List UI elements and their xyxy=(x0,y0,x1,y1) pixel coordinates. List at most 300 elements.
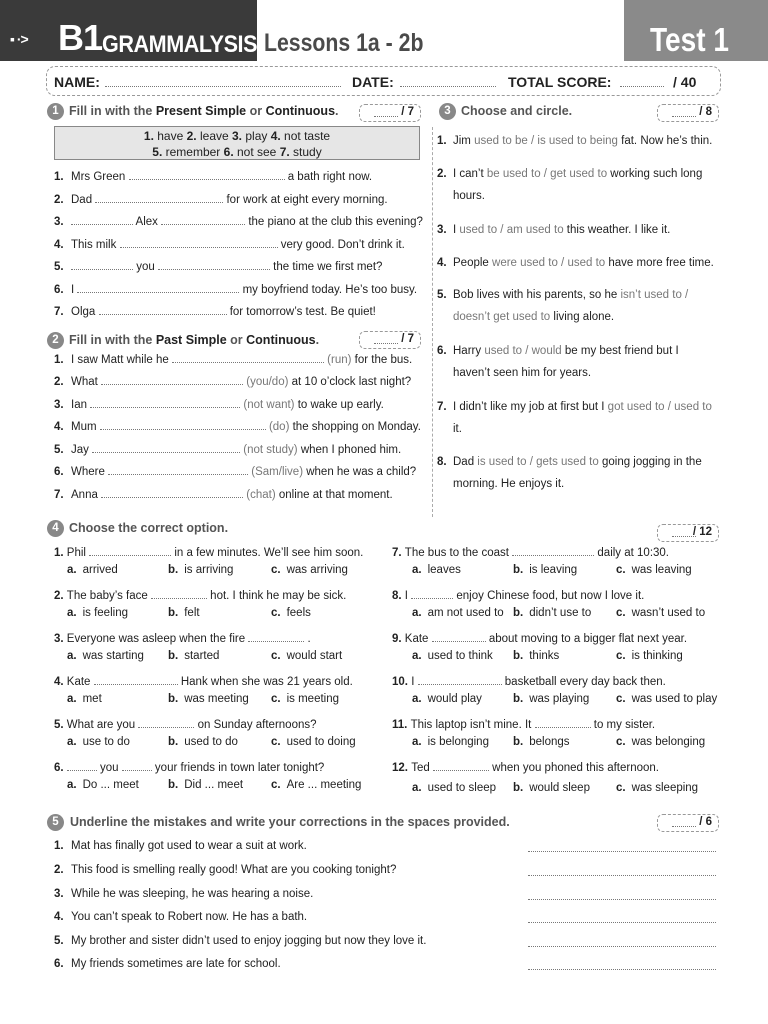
word-number: 3. xyxy=(232,129,243,143)
item-text xyxy=(71,194,388,206)
item-number: 7. xyxy=(54,489,64,501)
answer-option[interactable] xyxy=(168,692,249,706)
text: daily at 10:30. xyxy=(594,547,670,559)
text: fat. Now he’s thin. xyxy=(621,135,713,147)
answer-option[interactable] xyxy=(616,606,705,620)
section-1-number: 1 xyxy=(47,103,64,120)
exercise-5-item xyxy=(54,934,426,948)
answer-blank[interactable] xyxy=(90,399,240,408)
exercise-4-question xyxy=(54,546,363,560)
text: Jim xyxy=(453,135,475,147)
choice-options[interactable]: doesn’t get used to xyxy=(453,311,554,323)
answer-blank[interactable] xyxy=(411,590,453,599)
lessons-title: Lessons 1a - 2b xyxy=(264,29,424,57)
exercise-1-item xyxy=(54,283,426,297)
answer-option[interactable] xyxy=(168,735,238,749)
answer-option[interactable] xyxy=(513,781,590,795)
choice-options[interactable]: used to / would xyxy=(484,345,565,357)
text: Kate xyxy=(404,633,432,645)
item-number: 1. xyxy=(54,840,64,852)
text: morning. He enjoys it. xyxy=(453,478,565,490)
exercise-3-item xyxy=(437,167,702,203)
option-letter: b. xyxy=(513,782,524,794)
item-subject: Dad xyxy=(71,194,96,206)
exercise-4-question xyxy=(54,632,311,646)
item-subject: This milk xyxy=(71,239,120,251)
option-text: was arriving xyxy=(286,564,348,576)
item-number: 11. xyxy=(392,719,411,731)
exercise-4-question xyxy=(392,761,659,775)
answer-option[interactable] xyxy=(271,563,348,577)
answer-blank[interactable] xyxy=(158,261,270,270)
item-text xyxy=(71,444,401,456)
item-number: 8. xyxy=(392,590,405,602)
option-letter: a. xyxy=(67,736,77,748)
option-letter: b. xyxy=(168,779,179,791)
text: I xyxy=(453,224,460,236)
answer-option[interactable] xyxy=(412,649,493,663)
option-text: started xyxy=(184,650,220,662)
option-letter: b. xyxy=(168,693,179,705)
item-number: 10. xyxy=(392,676,412,688)
item-line xyxy=(453,344,679,358)
item-number: 12. xyxy=(392,762,412,774)
option-letter: b. xyxy=(513,564,524,576)
item-number: 1. xyxy=(437,135,447,147)
option-text: was leaving xyxy=(631,564,692,576)
option-text: am not used to xyxy=(427,607,504,619)
verb-hint: (you/do) xyxy=(243,376,289,388)
text: The baby’s face xyxy=(66,590,151,602)
answer-option[interactable] xyxy=(271,606,311,620)
item-text xyxy=(71,261,382,273)
text: your friends in town later tonight? xyxy=(151,762,325,774)
exercise-2-item xyxy=(54,488,393,502)
item-text xyxy=(71,239,405,251)
exercise-4-question xyxy=(54,718,317,732)
item-rest: at 10 o’clock last night? xyxy=(288,376,412,388)
item-line xyxy=(453,167,702,181)
option-letter: c. xyxy=(616,693,626,705)
item-text xyxy=(71,376,411,388)
choice-options[interactable]: were used to / used to xyxy=(492,257,609,269)
exercise-3-item xyxy=(437,344,679,380)
test-label: Test 1 xyxy=(650,21,729,58)
text: to my sister. xyxy=(590,719,656,731)
option-letter: b. xyxy=(513,693,524,705)
option-letter: c. xyxy=(616,736,626,748)
exercise-2-item xyxy=(54,420,421,434)
answer-option[interactable] xyxy=(168,649,219,663)
correction-line[interactable] xyxy=(528,922,716,923)
exercise-5-item xyxy=(54,910,307,924)
text: working such long xyxy=(610,168,703,180)
answer-option[interactable] xyxy=(67,778,139,792)
item-number: 7. xyxy=(437,401,447,413)
name-field[interactable] xyxy=(105,86,341,87)
section-2-title: Fill in with the Past Simple or Continuous. xyxy=(69,333,320,347)
answer-option[interactable] xyxy=(513,735,570,749)
choice-options[interactable]: be used to / get used to xyxy=(486,168,611,180)
exercise-5-item xyxy=(54,887,313,901)
answer-blank[interactable] xyxy=(71,261,133,270)
correction-line[interactable] xyxy=(528,899,716,900)
word-number: 7. xyxy=(279,145,290,159)
answer-option[interactable] xyxy=(513,563,577,577)
option-text: arrived xyxy=(82,564,118,576)
answer-blank[interactable] xyxy=(92,444,240,453)
option-letter: a. xyxy=(67,779,77,791)
choice-options[interactable]: is used to / gets used to xyxy=(477,456,602,468)
option-text: feels xyxy=(286,607,311,619)
exercise-4-question xyxy=(392,546,669,560)
answer-blank[interactable] xyxy=(101,376,243,385)
item-line xyxy=(453,422,712,436)
text: enjoy Chinese food, but now I love it. xyxy=(453,590,645,602)
option-text: leaves xyxy=(427,564,461,576)
option-text: use to do xyxy=(82,736,130,748)
option-text: Are ... meeting xyxy=(286,779,362,791)
arrow-icon: ▪ ·> xyxy=(10,31,28,47)
text: Harry xyxy=(453,345,485,357)
section-3-title: Choose and circle. xyxy=(461,104,573,118)
exercise-3-item xyxy=(437,288,688,324)
answer-blank[interactable] xyxy=(138,719,194,728)
exercise-1-item xyxy=(54,305,426,319)
answer-option[interactable] xyxy=(412,692,482,706)
answer-blank[interactable] xyxy=(89,547,171,556)
item-rest: for tomorrow’s test. Be quiet! xyxy=(226,306,376,318)
text: basketball every day back then. xyxy=(501,676,666,688)
option-text: used to doing xyxy=(286,736,356,748)
section-1-title: Fill in with the Present Simple or Continuous. xyxy=(69,104,339,118)
verb-hint: (do) xyxy=(265,421,290,433)
answer-blank[interactable] xyxy=(172,354,324,363)
option-text: used to sleep xyxy=(427,782,497,794)
exercise-5-item xyxy=(54,957,281,971)
exercise-3-item xyxy=(437,455,702,491)
item-start: I saw Matt while he xyxy=(71,354,172,366)
item-text xyxy=(71,171,372,183)
answer-option[interactable] xyxy=(271,649,342,663)
exercise-3-item xyxy=(437,256,714,270)
text: What are you xyxy=(66,719,139,731)
item-number: 2. xyxy=(54,590,67,602)
exercise-4-question xyxy=(392,718,655,732)
item-text xyxy=(71,421,421,433)
answer-blank[interactable] xyxy=(100,421,266,430)
correction-line[interactable] xyxy=(528,969,716,970)
option-text: is feeling xyxy=(82,607,128,619)
answer-blank[interactable] xyxy=(120,239,278,248)
sentence-text: This food is smelling really good! What are you cooking tonight? xyxy=(71,864,397,876)
text: I xyxy=(411,676,418,688)
answer-blank[interactable] xyxy=(432,633,486,642)
answer-blank[interactable] xyxy=(418,676,502,685)
item-rest: the piano at the club this evening? xyxy=(245,216,423,228)
item-number: 6. xyxy=(54,958,64,970)
correction-line[interactable] xyxy=(528,875,716,876)
answer-blank[interactable] xyxy=(129,171,285,180)
answer-option[interactable] xyxy=(271,778,361,792)
text: Hank when she was 21 years old. xyxy=(177,676,353,688)
item-subject: I xyxy=(71,284,78,296)
sentence-text: You can’t speak to Robert now. He has a bath. xyxy=(71,911,308,923)
exercise-2-item xyxy=(54,398,384,412)
text: People xyxy=(453,257,493,269)
word-option: 6. not see xyxy=(223,145,280,159)
word-number: 1. xyxy=(143,129,154,143)
answer-blank[interactable] xyxy=(433,762,489,771)
text: I can’t xyxy=(453,168,487,180)
exercise-3-item xyxy=(437,223,670,237)
item-number: 4. xyxy=(54,911,64,923)
answer-option[interactable] xyxy=(513,649,559,663)
text: on Sunday afternoons? xyxy=(194,719,317,731)
option-letter: b. xyxy=(168,607,179,619)
text: Bob lives with his parents, so he xyxy=(453,289,621,301)
option-letter: a. xyxy=(412,693,422,705)
option-text: used to do xyxy=(184,736,238,748)
answer-blank[interactable] xyxy=(151,590,207,599)
exercise-2-item xyxy=(54,375,411,389)
word-box xyxy=(54,126,420,160)
text: Dad xyxy=(453,456,478,468)
choice-options[interactable]: used to / am used to xyxy=(459,224,567,236)
text: . xyxy=(304,633,311,645)
item-number: 4. xyxy=(54,239,64,251)
section-3-number: 3 xyxy=(439,103,456,120)
option-text: Do ... meet xyxy=(82,779,139,791)
text: Kate xyxy=(66,676,94,688)
text: this weather. I like it. xyxy=(566,224,671,236)
item-subject: Alex xyxy=(133,216,162,228)
text: it. xyxy=(453,423,462,435)
option-letter: b. xyxy=(513,650,524,662)
item-text xyxy=(71,489,393,501)
option-text: is belonging xyxy=(427,736,489,748)
option-letter: a. xyxy=(412,564,422,576)
option-text: thinks xyxy=(529,650,560,662)
header-banner xyxy=(0,0,257,61)
answer-option[interactable] xyxy=(271,692,339,706)
exercise-1-item xyxy=(54,193,426,207)
option-text: Did ... meet xyxy=(184,779,244,791)
item-rest: online at that moment. xyxy=(275,489,393,501)
exercise-4-question xyxy=(54,589,346,603)
answer-option[interactable] xyxy=(67,606,128,620)
verb-hint: (chat) xyxy=(243,489,276,501)
option-letter: c. xyxy=(271,564,281,576)
exercise-5-item xyxy=(54,839,307,853)
option-text: would start xyxy=(286,650,343,662)
item-text xyxy=(71,399,384,411)
item-rest: when he was a child? xyxy=(303,466,417,478)
verb-hint: (Sam/live) xyxy=(248,466,304,478)
section-5-number: 5 xyxy=(47,814,64,831)
option-text: is arriving xyxy=(184,564,234,576)
choice-options[interactable]: got used to / used to xyxy=(607,401,712,413)
option-text: would play xyxy=(427,693,482,705)
item-text xyxy=(71,216,423,228)
item-number: 7. xyxy=(54,306,64,318)
answer-blank[interactable] xyxy=(71,216,133,225)
section-5-score: / 6 xyxy=(657,814,719,832)
total-score-label: TOTAL SCORE: xyxy=(508,74,612,90)
correction-line[interactable] xyxy=(528,851,716,852)
answer-blank[interactable] xyxy=(94,676,178,685)
option-letter: a. xyxy=(67,607,77,619)
level-label: B1 xyxy=(58,17,103,58)
answer-option[interactable] xyxy=(616,735,705,749)
answer-option[interactable] xyxy=(168,563,233,577)
answer-blank[interactable] xyxy=(122,762,152,771)
section-1-score: / 7 xyxy=(359,104,421,122)
option-text: met xyxy=(82,693,102,705)
item-line xyxy=(453,455,702,469)
verb-hint: (not want) xyxy=(240,399,295,411)
answer-blank[interactable] xyxy=(108,466,248,475)
correction-line[interactable] xyxy=(528,946,716,947)
item-number: 4. xyxy=(54,676,67,688)
option-letter: b. xyxy=(513,736,524,748)
answer-option[interactable] xyxy=(513,606,591,620)
item-number: 5. xyxy=(54,444,64,456)
choice-options[interactable]: used to be / is used to being xyxy=(474,135,622,147)
answer-option[interactable] xyxy=(412,563,461,577)
exercise-1-item xyxy=(54,170,426,184)
item-number: 5. xyxy=(54,719,67,731)
item-start: Mum xyxy=(71,421,100,433)
answer-option[interactable] xyxy=(412,606,504,620)
answer-option[interactable] xyxy=(616,781,698,795)
exercise-2-item xyxy=(54,443,401,457)
item-line xyxy=(453,189,702,203)
item-text xyxy=(71,284,417,296)
answer-option[interactable] xyxy=(412,735,489,749)
answer-option[interactable] xyxy=(67,692,102,706)
item-number: 2. xyxy=(54,864,64,876)
item-rest: for work at eight every morning. xyxy=(223,194,388,206)
option-letter: b. xyxy=(168,736,179,748)
series-title: GRAMMALYSIS xyxy=(102,31,258,58)
option-letter: c. xyxy=(271,736,281,748)
answer-option[interactable] xyxy=(616,649,683,663)
item-subject: you xyxy=(133,261,158,273)
item-number: 2. xyxy=(437,168,447,180)
text: you xyxy=(96,762,122,774)
text: in a few minutes. We’ll see him soon. xyxy=(171,547,364,559)
option-letter: b. xyxy=(513,607,524,619)
item-rest: very good. Don’t drink it. xyxy=(277,239,405,251)
answer-blank[interactable] xyxy=(77,284,239,293)
answer-option[interactable] xyxy=(168,778,243,792)
text: hours. xyxy=(453,190,485,202)
item-number: 2. xyxy=(54,376,64,388)
option-letter: b. xyxy=(168,650,179,662)
sentence-text: My friends sometimes are late for school. xyxy=(71,958,281,970)
item-number: 5. xyxy=(54,935,64,947)
exercise-4-question xyxy=(392,632,687,646)
text: haven’t seen him for years. xyxy=(453,367,592,379)
answer-option[interactable] xyxy=(271,735,356,749)
choice-options[interactable]: isn’t used to / xyxy=(620,289,689,301)
item-number: 6. xyxy=(54,284,64,296)
section-3-score: / 8 xyxy=(657,104,719,122)
text: when you phoned this afternoon. xyxy=(488,762,660,774)
word-number: 4. xyxy=(270,129,281,143)
option-letter: c. xyxy=(271,607,281,619)
exercise-2-item xyxy=(54,465,416,479)
option-text: was used to play xyxy=(631,693,718,705)
answer-option[interactable] xyxy=(412,781,496,795)
answer-blank[interactable] xyxy=(248,633,304,642)
item-number: 8. xyxy=(437,456,447,468)
item-line xyxy=(453,477,702,491)
section-4-score: / 12 xyxy=(657,524,719,542)
option-text: was belonging xyxy=(631,736,706,748)
option-text: is meeting xyxy=(286,693,340,705)
item-line xyxy=(453,223,670,237)
answer-option[interactable] xyxy=(168,606,200,620)
item-number: 3. xyxy=(437,224,447,236)
answer-option[interactable] xyxy=(67,563,118,577)
total-score-field[interactable] xyxy=(620,86,664,87)
section-4-title: Choose the correct option. xyxy=(69,521,229,535)
answer-option[interactable] xyxy=(616,563,692,577)
item-number: 1. xyxy=(54,354,64,366)
answer-option[interactable] xyxy=(616,692,717,706)
option-text: was meeting xyxy=(184,693,249,705)
exercise-1-item xyxy=(54,215,426,229)
answer-blank[interactable] xyxy=(95,194,223,203)
date-field[interactable] xyxy=(400,86,496,87)
answer-option[interactable] xyxy=(513,692,589,706)
sentence-text: While he was sleeping, he was hearing a noise. xyxy=(71,888,314,900)
option-text: is thinking xyxy=(631,650,683,662)
test-badge xyxy=(624,0,768,61)
option-letter: c. xyxy=(271,693,281,705)
exercise-1-item xyxy=(54,260,426,274)
answer-blank[interactable] xyxy=(535,719,591,728)
answer-option[interactable] xyxy=(67,649,144,663)
item-rest: the time we first met? xyxy=(269,261,383,273)
item-subject: Olga xyxy=(71,306,99,318)
date-label: DATE: xyxy=(352,74,394,90)
word-number: 6. xyxy=(223,145,234,159)
exercise-3-item xyxy=(437,400,712,436)
item-start: Where xyxy=(71,466,109,478)
answer-blank[interactable] xyxy=(101,489,243,498)
answer-blank[interactable] xyxy=(99,306,227,315)
answer-blank[interactable] xyxy=(67,762,97,771)
item-line xyxy=(453,256,714,270)
item-text xyxy=(71,306,376,318)
answer-option[interactable] xyxy=(67,735,130,749)
option-letter: a. xyxy=(412,607,422,619)
word-option: 5. remember xyxy=(152,145,224,159)
item-number: 7. xyxy=(392,547,405,559)
word-option: 1. have xyxy=(143,129,187,143)
option-text: was starting xyxy=(82,650,144,662)
item-line xyxy=(453,400,712,414)
option-text: felt xyxy=(184,607,200,619)
item-subject: Mrs Green xyxy=(71,171,129,183)
answer-blank[interactable] xyxy=(512,547,594,556)
section-2-score: / 7 xyxy=(359,331,421,349)
option-text: was playing xyxy=(529,693,590,705)
answer-blank[interactable] xyxy=(161,216,245,225)
